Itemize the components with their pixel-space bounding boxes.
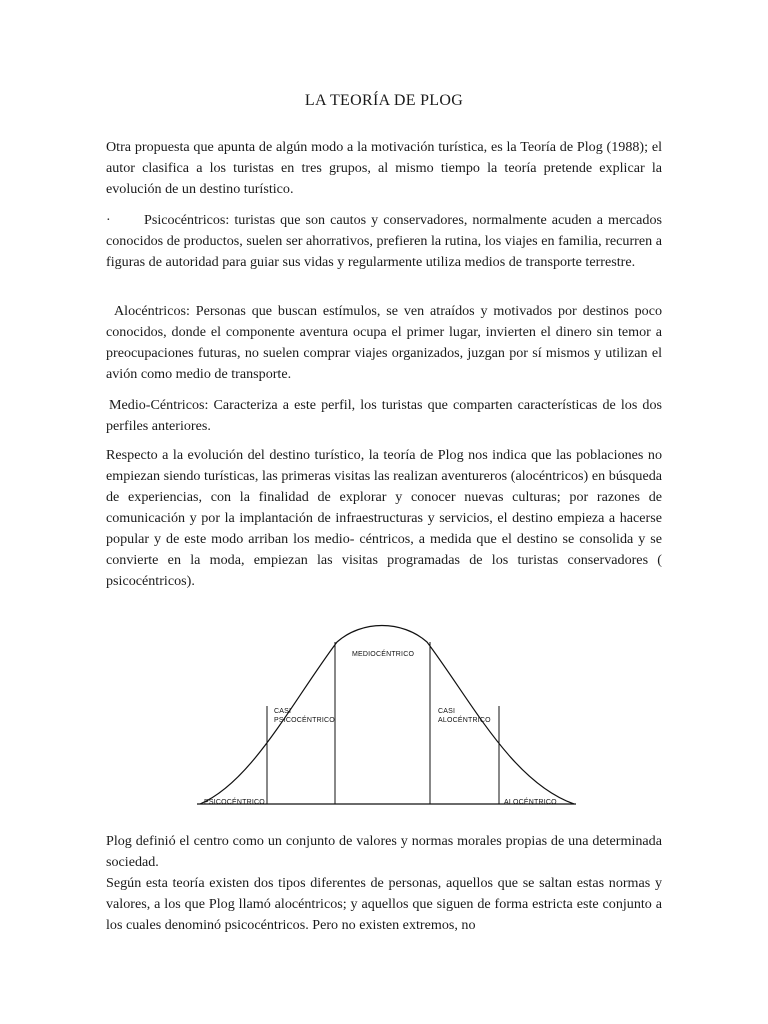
label-casi-alo-line2: ALOCÉNTRICO bbox=[438, 717, 491, 724]
bullet-marker: · bbox=[106, 212, 111, 228]
paragraph-tipos: Según esta teoría existen dos tipos diferentes de personas, aquellos que se saltan estas normas y valores, a los que Plog llamó alocéntricos; y aquellos que siguen de forma estricta este conjunto a los cuales denominó psicocéntricos. Pero no existen extremos, no bbox=[106, 875, 662, 933]
label-casi-psico-line2: PSICOCÉNTRICO bbox=[274, 717, 335, 724]
paragraph-intro: Otra propuesta que apunta de algún modo a la motivación turística, es la Teoría de Plog (1988); el autor clasifica a los turistas en tres grupos, al mismo tiempo la teoría pretende explicar la evolución de un destino turístico. bbox=[106, 139, 662, 197]
paragraph-mediocentricos: Medio-Céntricos: Caracteriza a este perfil, los turistas que comparten características de los dos perfiles anteriores. bbox=[106, 397, 662, 434]
label-psicocentrico: PSICOCÉNTRICO bbox=[204, 799, 265, 806]
paragraph-alocentricos: Alocéntricos: Personas que buscan estímulos, se ven atraídos y motivados por destinos poco conocidos, donde el componente aventura ocupa el primer lugar, invierten el dinero sin temor a preocupaciones futuras, no suelen comprar viajes organizados, juzgan por sí mismos y utilizan el avión como medio de transporte. bbox=[106, 303, 662, 382]
label-casi-psico-line1: CASI bbox=[274, 708, 292, 715]
paragraph-psicocentricos bbox=[106, 210, 662, 273]
paragraph-centro: Plog definió el centro como un conjunto de valores y normas morales propias de una determinada sociedad. bbox=[106, 833, 662, 870]
plog-curve-figure bbox=[192, 612, 582, 812]
label-mediocentrico: MEDIOCÉNTRICO bbox=[352, 651, 415, 658]
document-title: LA TEORÍA DE PLOG bbox=[304, 92, 464, 109]
label-casi-alo-line1: CASI bbox=[438, 708, 456, 715]
label-alocentrico: ALOCÉNTRICO bbox=[504, 799, 557, 806]
paragraph-psicocentricos-text: Psicocéntricos: turistas que son cautos y conservadores, normalmente acuden a mercados conocidos de productos, suelen ser ahorrativos, prefieren la rutina, los viajes en familia, recurren a figuras de autoridad para guiar sus vidas y regularmente utiliza medios de transporte terrestre. bbox=[106, 212, 662, 270]
paragraph-evolucion: Respecto a la evolución del destino turístico, la teoría de Plog nos indica que las poblaciones no empiezan siendo turísticas, las primeras visitas las realizan aventureros (alocéntricos) en búsqueda de experiencias, con la finalidad de explorar y conocer nuevas culturas; por razones de comunicación y por la implantación de infraestructuras y servicios, el destino empieza a hacerse popular y de este modo arriban los medio- céntricos, a medida que el destino se consolida y se convierte en la moda, empiezan las visitas programadas de los turistas conservadores ( psicocéntricos). bbox=[106, 447, 662, 589]
